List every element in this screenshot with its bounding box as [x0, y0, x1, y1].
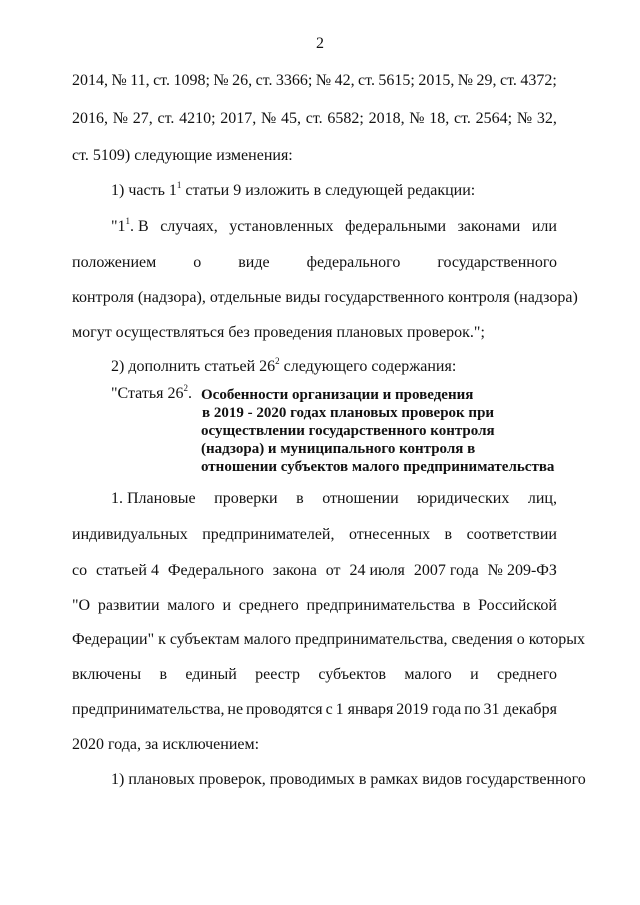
paragraph-line-1	[111, 489, 557, 509]
word: и	[222, 597, 232, 614]
word: предпринимателей,	[202, 526, 335, 543]
word: 24 июля	[349, 562, 405, 579]
amendment-item-1-text-start: 1) часть 1	[111, 182, 177, 199]
paragraph-line-8: 2020 года, за исключением:	[72, 736, 260, 753]
word: положением	[72, 254, 157, 271]
article-title-line: Особенности организации и проведения	[201, 387, 474, 403]
word: по	[464, 701, 481, 718]
word: 2014,	[72, 72, 108, 89]
word: 31 декабря	[483, 701, 557, 718]
word: развитии	[97, 597, 160, 614]
text-line-1	[72, 71, 557, 91]
word: №	[315, 72, 332, 89]
word: 2017,	[220, 110, 257, 127]
superscript: 1	[176, 179, 182, 190]
word: лиц,	[527, 490, 557, 507]
word: соответствии	[466, 526, 557, 543]
word: №	[112, 110, 128, 127]
word: установленных	[229, 218, 334, 235]
word: №	[261, 110, 277, 127]
word: отнесенных	[348, 526, 431, 543]
article-title-line: осуществлении государственного контроля	[201, 423, 495, 439]
amendment-item-1-text-end: статьи 9 изложить в следующей редакции:	[181, 182, 476, 199]
word: Федерального	[167, 562, 264, 579]
word: 2007 года	[413, 562, 479, 579]
word: юридических	[417, 490, 510, 507]
article-title-line: в 2019 - 2020 годах плановых проверок при	[202, 405, 495, 421]
word: малого	[167, 597, 215, 614]
amendment-item-2	[111, 357, 557, 377]
word: реестр	[255, 666, 301, 683]
word: 2019 года	[396, 701, 462, 718]
superscript: 2	[183, 382, 189, 393]
word: включены	[72, 666, 142, 683]
word: предпринимательства	[306, 597, 455, 614]
word: 2016,	[72, 110, 108, 127]
word: 18,	[429, 110, 450, 127]
word: ст.	[454, 110, 471, 127]
word: 1098;	[173, 72, 210, 89]
word: 1. Плановые	[111, 490, 196, 507]
word: ст.	[500, 72, 517, 89]
quoted-text-line-3: контроля (надзора), отдельные виды государственного контроля (надзора)	[72, 289, 578, 306]
word: о	[193, 254, 202, 271]
word: Российской	[478, 597, 557, 614]
word: и	[470, 666, 479, 683]
word: виде	[238, 254, 270, 271]
word: 6582;	[327, 110, 364, 127]
article-label: "Статья $26^2$.	[111, 382, 193, 402]
word: ст.	[153, 72, 170, 89]
word: №	[111, 72, 127, 89]
quote-opening: "$1^1$. В	[111, 215, 149, 235]
word: "О	[72, 597, 91, 614]
paragraph-line-3	[72, 561, 557, 581]
word: 26,	[232, 72, 253, 89]
word: №	[213, 72, 229, 89]
word: 3366;	[275, 72, 313, 89]
quoted-text-line-1	[111, 217, 557, 237]
word: № 209-ФЗ	[487, 562, 557, 579]
word: с	[325, 701, 333, 718]
paragraph-line-7	[72, 700, 557, 720]
word: государственного	[437, 254, 557, 271]
word: среднего	[238, 597, 299, 614]
word: малого	[404, 666, 452, 683]
word: 45,	[281, 110, 302, 127]
word: в	[462, 597, 471, 614]
word: законами	[457, 218, 521, 235]
article-title-line: (надзора) и муниципального контроля в	[201, 441, 476, 457]
word: 11,	[130, 72, 150, 89]
word: индивидуальных	[72, 526, 188, 543]
paragraph-line-4	[72, 596, 557, 616]
word: или	[531, 218, 557, 235]
word: проверки	[214, 490, 278, 507]
amendment-item-2-text-start: 2) дополнить статьей 26	[111, 358, 276, 375]
amendment-item-2-text-end: следующего содержания:	[279, 358, 457, 375]
word: №	[516, 110, 533, 127]
superscript: 2	[275, 355, 280, 366]
word: 32,	[536, 110, 557, 127]
word: 4372;	[520, 72, 557, 89]
quoted-text-line-4: могут осуществляться без проведения плановых проверок.";	[72, 324, 485, 341]
quoted-text-line-2	[72, 253, 557, 273]
paragraph-line-9: 1) плановых проверок, проводимых в рамках видов государственного	[111, 771, 586, 788]
word: в	[444, 526, 453, 543]
page-number: 2	[316, 35, 324, 52]
word: 4210;	[179, 110, 216, 127]
word: отношении	[322, 490, 399, 507]
word: 2018,	[368, 110, 405, 127]
word: от	[325, 562, 341, 579]
word: 2564;	[475, 110, 513, 127]
word: со	[72, 562, 88, 579]
article-title-line: отношении субъектов малого предпринимательства	[201, 459, 555, 475]
text-line-3: ст. 5109) следующие изменения:	[72, 147, 293, 164]
word: 2015,	[418, 72, 455, 89]
word: 5615;	[378, 72, 415, 89]
word: ст.	[157, 110, 175, 127]
word: не	[227, 701, 244, 718]
word: в	[296, 490, 304, 507]
word: предпринимательства,	[72, 701, 225, 718]
word: ст.	[305, 110, 323, 127]
word: №	[409, 110, 425, 127]
word: статьей 4	[96, 562, 159, 579]
word: субъектов	[318, 666, 387, 683]
text-line-2	[72, 109, 557, 129]
paragraph-line-6	[72, 665, 557, 685]
word: федерального	[306, 254, 401, 271]
word: случаях,	[160, 218, 218, 235]
article-title	[201, 386, 561, 476]
paragraph-line-5: Федерации" к субъектам малого предпринимательства, сведения о которых	[72, 631, 585, 648]
word: среднего	[497, 666, 557, 683]
word: ст.	[255, 72, 273, 89]
word: 42,	[334, 72, 355, 89]
word: 1 января	[335, 701, 394, 718]
word: единый	[185, 666, 237, 683]
word: №	[457, 72, 474, 89]
word: проводятся	[245, 701, 323, 718]
word: ст.	[358, 72, 375, 89]
amendment-item-1	[111, 181, 557, 201]
word: 29,	[476, 72, 497, 89]
word: закона	[272, 562, 317, 579]
superscript: 1	[125, 215, 131, 226]
word: федеральными	[345, 218, 447, 235]
word: 27,	[132, 110, 153, 127]
word: в	[159, 666, 168, 683]
paragraph-line-2	[72, 525, 557, 545]
